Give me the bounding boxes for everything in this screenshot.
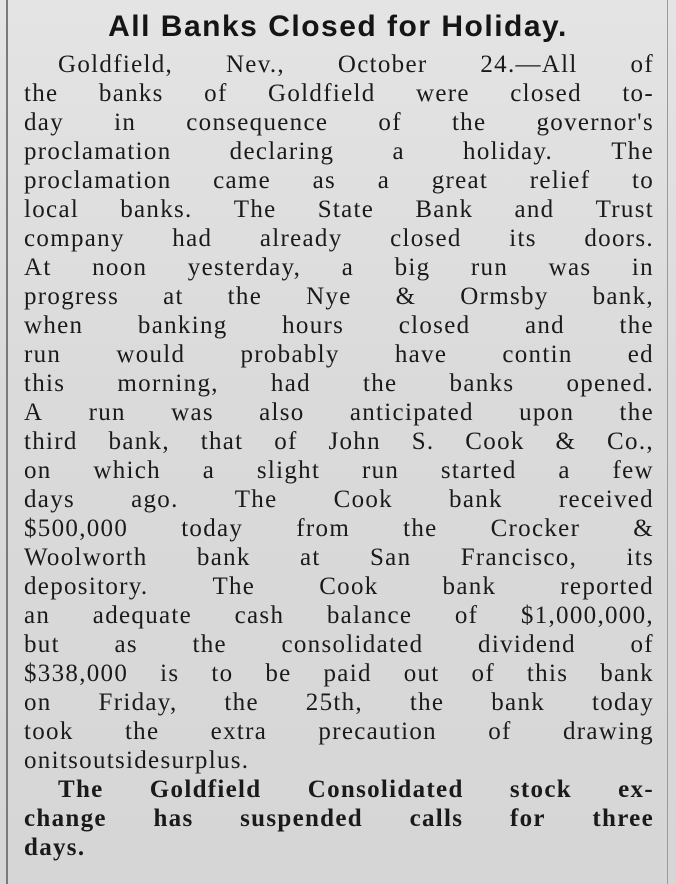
article-word: stock [509, 776, 572, 803]
article-word: governor's [536, 109, 654, 136]
article-word: Cook [465, 428, 525, 455]
article-word: already [259, 225, 343, 252]
article-word: Cook [333, 486, 393, 513]
article-word: came [213, 167, 272, 194]
article-word: the [403, 515, 438, 542]
article-word: of [378, 109, 402, 136]
article-word: its [509, 225, 537, 252]
article-word: a [202, 457, 216, 484]
article-word: big [394, 254, 431, 281]
article-word: holiday. [463, 138, 554, 165]
article-word: today [181, 515, 244, 542]
article-word: at [300, 544, 321, 571]
article-line [24, 456, 654, 485]
article-word: that [200, 428, 244, 455]
article-word: banks [449, 370, 515, 397]
article-word: Trust [595, 196, 654, 223]
article-word: from [296, 515, 351, 542]
article-word: the [224, 689, 259, 716]
article-word: and [524, 312, 565, 339]
article-line [24, 833, 654, 862]
article-word: run [88, 399, 126, 426]
article-line [24, 688, 654, 717]
article-word: & [395, 283, 417, 310]
article-word: the [24, 80, 59, 107]
article-word: Nev., [225, 51, 285, 78]
article-line [24, 427, 654, 456]
article-word: The [58, 776, 104, 803]
article-word: paid [323, 660, 372, 687]
article-word: was [171, 399, 214, 426]
article-word: Co., [607, 428, 654, 455]
article-word: of [274, 428, 298, 455]
article-word: be [265, 660, 292, 687]
article-word: Crocker [490, 515, 581, 542]
article-word: its [626, 544, 654, 571]
article-word: few [612, 457, 654, 484]
article-line [24, 804, 654, 833]
article-word: balance [326, 602, 413, 629]
article-word: relief [529, 167, 591, 194]
article-word: closed [510, 80, 582, 107]
article-line [24, 746, 654, 775]
article-word: Goldfield, [58, 51, 174, 78]
article-word: to [631, 167, 654, 194]
article-word: dividend [478, 631, 576, 658]
article-word: anticipated [349, 399, 474, 426]
article-word: consequence [186, 109, 329, 136]
article-word: probably [240, 341, 340, 368]
article-word: $338,000 [24, 660, 129, 687]
article-word: bank [449, 486, 503, 513]
article-word: adequate [92, 602, 193, 629]
article-word: bank, [592, 283, 654, 310]
article-word: closed [398, 312, 471, 339]
article-word: a [377, 167, 391, 194]
article-word: the [362, 370, 398, 397]
article-word: hours [282, 312, 345, 339]
article-word: Cook [319, 573, 379, 600]
article-word: upon [519, 399, 575, 426]
article-word: out [403, 660, 440, 687]
article-word: received [558, 486, 654, 513]
article-word: yesterday, [187, 254, 302, 281]
article-word: on [24, 689, 52, 716]
article-word: The [611, 138, 654, 165]
article-line [24, 630, 654, 659]
article-word: run [24, 341, 62, 368]
article-word: of [204, 80, 228, 107]
article-word: Nye [306, 283, 352, 310]
article-word: 24.—All [480, 51, 578, 78]
article-line [24, 398, 654, 427]
article-line [24, 108, 654, 137]
article-word: has [153, 805, 194, 832]
article-word: Ormsby [460, 283, 549, 310]
article-word: San [369, 544, 412, 571]
article-word: is [160, 660, 180, 687]
article-line [24, 514, 654, 543]
article-line [24, 543, 654, 572]
article-word: were [415, 80, 470, 107]
article-word: run [361, 457, 400, 484]
article-word: third [24, 428, 78, 455]
article-word: $500,000 [24, 515, 129, 542]
article-line [24, 137, 654, 166]
article-word: bank [442, 573, 497, 600]
article-word: on [24, 747, 52, 774]
column-rule-right [667, 0, 668, 884]
article-word: company [24, 225, 125, 252]
article-word: and [514, 196, 555, 223]
article-word: Woolworth [24, 544, 148, 571]
article-word: A [24, 399, 44, 426]
article-word: the [192, 631, 227, 658]
headline: All Banks Closed for Holiday. [108, 10, 568, 43]
article-word: today [591, 689, 654, 716]
article-word: Consolidated [307, 776, 464, 803]
article-line [24, 166, 654, 195]
article-word: Francisco, [460, 544, 578, 571]
article-word: reported [560, 573, 654, 600]
article-word: was [548, 254, 592, 281]
article-word: days. [24, 834, 86, 861]
article-word: doors. [584, 225, 654, 252]
article-word: change [24, 805, 107, 832]
article-word: as [312, 167, 337, 194]
article-word: at [163, 283, 184, 310]
article-word: local [24, 196, 80, 223]
article-word: cash [234, 602, 285, 629]
article-word: a [392, 138, 405, 165]
article-word: to [211, 660, 234, 687]
article-word: banking [137, 312, 228, 339]
article-word: banks [98, 80, 164, 107]
article-word: the [619, 399, 654, 426]
article-word: consolidated [281, 631, 424, 658]
article-word: Bank [415, 196, 474, 223]
article-word: closed [390, 225, 462, 252]
article-word: on [24, 457, 52, 484]
article-word: The [233, 196, 277, 223]
article-line [24, 717, 654, 746]
article-word: run [470, 254, 509, 281]
article-word: 25th, [305, 689, 363, 716]
article-word: started [440, 457, 517, 484]
article-word: morning, [117, 370, 219, 397]
article-word: calls [409, 805, 464, 832]
article-word: suspended [240, 805, 363, 832]
article-word: the [451, 109, 487, 136]
article-word: The [212, 573, 256, 600]
article-line [24, 659, 654, 688]
article-word: to- [622, 80, 654, 107]
article-line [24, 311, 654, 340]
article-word: have [394, 341, 448, 368]
article-word: days [24, 486, 76, 513]
article-word: Goldfield [149, 776, 262, 803]
article-word: an [24, 602, 51, 629]
article-word: had [270, 370, 311, 397]
article-word: in [114, 109, 137, 136]
article-word: took [24, 718, 74, 745]
article-word: ed [627, 341, 654, 368]
article-line [24, 369, 654, 398]
article-word: the [124, 718, 160, 745]
article-word: State [317, 196, 375, 223]
article-word: the [409, 689, 445, 716]
article-word: also [259, 399, 305, 426]
article-word: of [488, 718, 512, 745]
article-word: the [227, 283, 263, 310]
article-word: of [630, 631, 654, 658]
article-word: of [630, 51, 654, 78]
article-word: proclamation [24, 167, 172, 194]
article-line [24, 50, 654, 79]
article-word: its [51, 747, 80, 774]
article-word: of [454, 602, 479, 629]
article-word: precaution [318, 718, 437, 745]
article-word: outside [79, 747, 161, 774]
article-word: & [633, 515, 654, 542]
article-word: had [172, 225, 213, 252]
article-line [24, 601, 654, 630]
article-word: extra [210, 718, 268, 745]
article-word: when [24, 312, 84, 339]
article-word: the [619, 312, 654, 339]
article-line [24, 195, 654, 224]
article-word: depository. [24, 573, 149, 600]
article-line [24, 485, 654, 514]
article-word: surplus. [160, 747, 250, 774]
article-word: slight [256, 457, 321, 484]
article-word: which [93, 457, 161, 484]
article-word: would [116, 341, 186, 368]
article-word: Friday, [98, 689, 178, 716]
article-word: The [234, 486, 278, 513]
article-word: for [509, 805, 546, 832]
article-word: drawing [562, 718, 654, 745]
article-word: S. [411, 428, 435, 455]
article-word: At [24, 254, 52, 281]
article-word: noon [92, 254, 148, 281]
article-word: bank, [108, 428, 170, 455]
article-word: great [431, 167, 489, 194]
article-word: ex- [618, 776, 654, 803]
article-line [24, 340, 654, 369]
column-rule-left [6, 0, 8, 884]
article-word: & [555, 428, 577, 455]
article-word: Goldfield [268, 80, 376, 107]
article-word: $1,000,000, [520, 602, 654, 629]
article-word: proclamation [24, 138, 172, 165]
article-word: this [24, 370, 66, 397]
article-word: a [341, 254, 355, 281]
article-word: John [328, 428, 381, 455]
article-word: contin [502, 341, 573, 368]
article-word: opened. [566, 370, 654, 397]
article-body [24, 50, 654, 862]
article-word: October [337, 51, 428, 78]
article-line [24, 224, 654, 253]
article-word: this [526, 660, 569, 687]
article-word: but [24, 631, 60, 658]
article-word: declaring [229, 138, 335, 165]
article-line [24, 79, 654, 108]
article-line [24, 572, 654, 601]
article-line [24, 282, 654, 311]
article-word: day [24, 109, 64, 136]
article-word: as [114, 631, 138, 658]
article-word: bank [196, 544, 251, 571]
article-word: bank [491, 689, 546, 716]
article-word: in [631, 254, 654, 281]
article-word: of [471, 660, 495, 687]
article-word: three [592, 805, 654, 832]
article-word: ago. [131, 486, 179, 513]
article-line [24, 253, 654, 282]
article-word: a [558, 457, 571, 484]
article-word: progress [24, 283, 120, 310]
article-line [24, 775, 654, 804]
article-word: bank [600, 660, 654, 687]
article-word: banks. [120, 196, 193, 223]
